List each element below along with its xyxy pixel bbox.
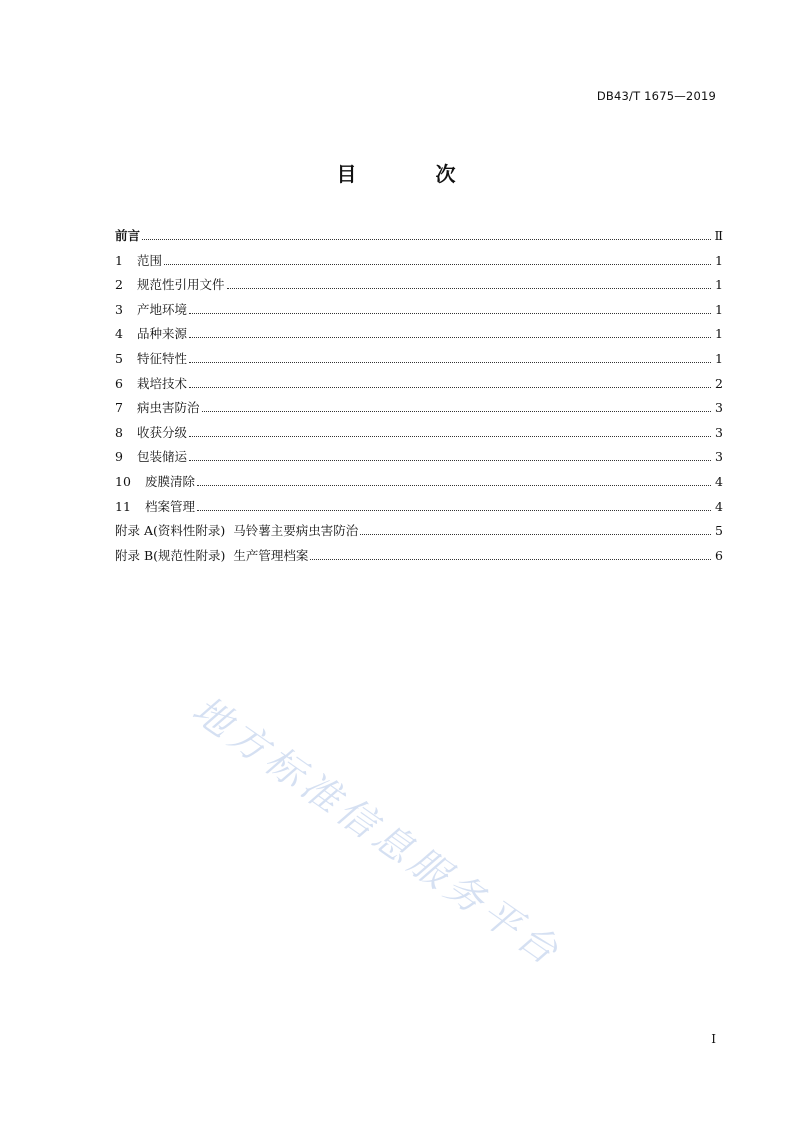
toc-entry[interactable] (115, 449, 723, 474)
toc-dot-leader (164, 263, 711, 265)
toc-entry-label: 规范性引用文件 (137, 277, 225, 293)
toc-entry-page: 4 (715, 473, 723, 489)
toc-entry[interactable] (115, 499, 723, 524)
toc-entry-label: 产地环境 (137, 301, 188, 317)
toc-entry-number: 10 (115, 473, 131, 489)
toc-entry-label: 废膜清除 (145, 473, 196, 489)
toc-entry-number: 7 (115, 400, 123, 416)
toc-entry[interactable] (115, 228, 723, 253)
toc-entry-label: 前言 (115, 228, 141, 243)
toc-entry-label: 附录 B(规范性附录) 生产管理档案 (115, 547, 309, 563)
toc-entry-label: 收获分级 (137, 424, 188, 440)
toc-entry[interactable] (115, 277, 723, 302)
toc-entry[interactable] (115, 523, 723, 548)
toc-entry-page: 3 (715, 424, 723, 440)
toc-entry[interactable] (115, 351, 723, 376)
toc-entry[interactable] (115, 425, 723, 450)
toc-dot-leader (142, 238, 710, 240)
toc-entry[interactable] (115, 548, 723, 573)
toc-entry[interactable] (115, 302, 723, 327)
toc-entry-label: 特征特性 (137, 350, 188, 366)
toc-dot-leader (189, 361, 711, 363)
toc-entry-number: 8 (115, 424, 123, 440)
toc-dot-leader (202, 410, 711, 412)
toc-entry[interactable] (115, 474, 723, 499)
toc-entry-number: 9 (115, 449, 123, 465)
toc-entry-number: 1 (115, 252, 123, 268)
toc-dot-leader (189, 336, 711, 338)
toc-entry-number: 6 (115, 375, 123, 391)
toc-entry-label: 栽培技术 (137, 375, 188, 391)
toc-entry-page: 1 (715, 277, 723, 293)
toc-entry-page: 1 (715, 301, 723, 317)
toc-dot-leader (227, 287, 711, 289)
toc-entry-page: 3 (715, 400, 723, 416)
toc-entry-number: 2 (115, 277, 123, 293)
toc-entry-page: Ⅱ (714, 228, 723, 243)
toc-entry-page: 1 (715, 326, 723, 342)
toc-entry-label: 档案管理 (145, 498, 196, 514)
toc-entry[interactable] (115, 400, 723, 425)
toc-dot-leader (197, 509, 711, 511)
toc-dot-leader (189, 459, 711, 461)
toc-entry-page: 3 (715, 449, 723, 465)
toc-entry-number: 3 (115, 301, 123, 317)
toc-entry-label: 范围 (137, 252, 163, 268)
toc-entry-label: 包装储运 (137, 449, 188, 465)
toc-entry-page: 1 (715, 350, 723, 366)
toc-entry-label: 附录 A(资料性附录) 马铃薯主要病虫害防治 (115, 523, 359, 539)
toc-entry-page: 6 (715, 547, 723, 563)
toc-entry-label: 品种来源 (137, 326, 188, 342)
toc-dot-leader (310, 558, 711, 560)
toc-entry-number: 11 (115, 498, 131, 514)
watermark: 地方标准信息服务平台 (184, 687, 571, 976)
toc-title: 目 次 (336, 162, 492, 186)
toc-dot-leader (189, 386, 711, 388)
toc-entry-label: 病虫害防治 (137, 400, 200, 416)
page-number: I (711, 1032, 716, 1046)
toc-entry[interactable] (115, 253, 723, 278)
toc-entry[interactable] (115, 376, 723, 401)
toc-entry-number: 5 (115, 350, 123, 366)
toc-dot-leader (189, 435, 711, 437)
toc-dot-leader (360, 533, 711, 535)
toc-entry[interactable] (115, 326, 723, 351)
toc-entry-page: 2 (715, 375, 723, 391)
toc-entry-number: 4 (115, 326, 123, 342)
toc-entry-page: 4 (715, 498, 723, 514)
toc-entry-page: 5 (715, 523, 723, 539)
toc-dot-leader (189, 312, 711, 314)
toc-dot-leader (197, 484, 711, 486)
document-code: DB43/T 1675—2019 (596, 89, 716, 103)
toc-entry-page: 1 (715, 252, 723, 268)
table-of-contents (115, 228, 723, 572)
